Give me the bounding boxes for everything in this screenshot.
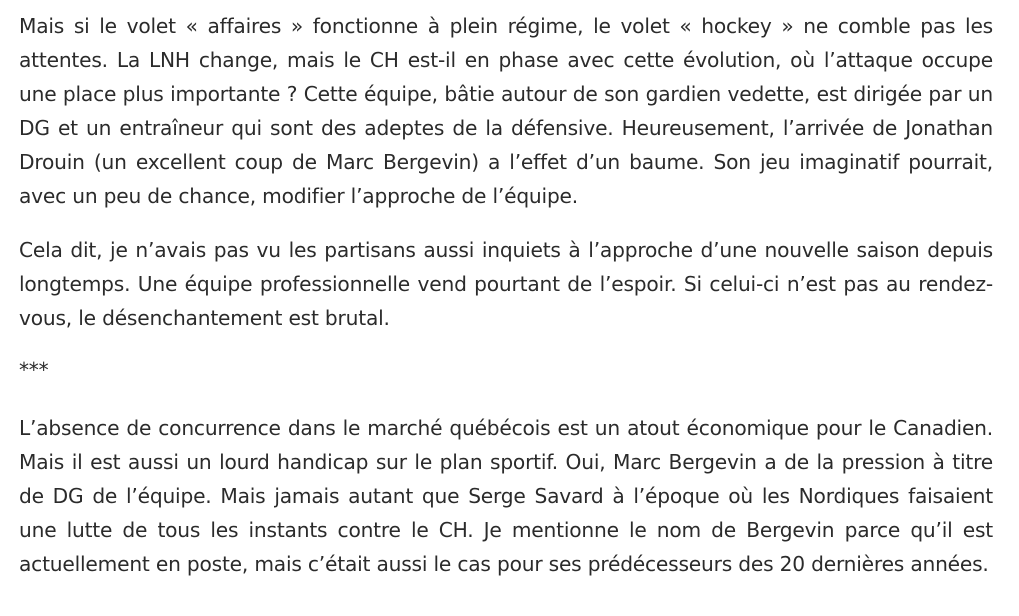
article-body <box>19 9 993 581</box>
paragraph-hockey-volet: Mais si le volet « affaires » fonctionne à plein régime, le volet « hockey » ne comble pas les attentes. La LNH change, mais le CH est-il en phase avec cette évolution, où l’attaque occupe une place plus importante ? Cette équipe, bâtie autour de son gardien vedette, est dirigée par un DG et un entraîneur qui sont des adeptes de la défensive. Heureusement, l’arrivée de Jonathan Drouin (un excellent coup de Marc Bergevin) a l’effet d’un baume. Son jeu imaginatif pourrait, avec un peu de chance, modifier l’approche de l’équipe. <box>19 14 993 208</box>
paragraph-concurrence: L’absence de concurrence dans le marché québécois est un atout économique pour le Canadien. Mais il est aussi un lourd handicap sur le plan sportif. Oui, Marc Bergevin a de la pression à titre de DG de l’équipe. Mais jamais autant que Serge Savard à l’époque où les Nordiques faisaient une lutte de tous les instants contre le CH. Je mentionne le nom de Bergevin parce qu’il est actuellement en poste, mais c’était aussi le cas pour ses prédécesseurs des 20 dernières années. <box>19 416 993 576</box>
paragraph-partisans: Cela dit, je n’avais pas vu les partisans aussi inquiets à l’approche d’une nouvelle saison depuis longtemps. Une équipe professionnelle vend pourtant de l’espoir. Si celui-ci n’est pas au rendez-vous, le désenchantement est brutal. <box>19 238 993 330</box>
section-separator: *** <box>19 358 49 382</box>
